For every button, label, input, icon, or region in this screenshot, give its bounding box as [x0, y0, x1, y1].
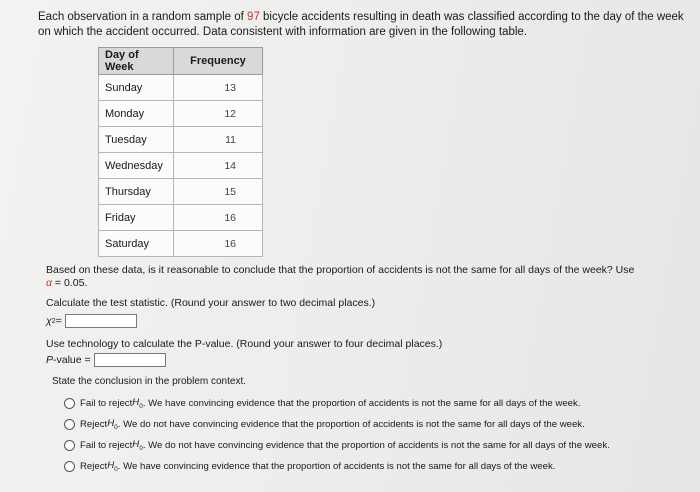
test-statistic-instruction: Calculate the test statistic. (Round your answer to two decimal places.) — [46, 297, 376, 309]
h-letter: H — [107, 418, 115, 430]
day-cell: Tuesday — [99, 127, 174, 153]
day-cell: Thursday — [99, 179, 174, 205]
conclusion-prompt: State the conclusion in the problem context. — [52, 376, 247, 387]
option-text-pre: Fail to reject — [80, 440, 133, 451]
table-row — [99, 127, 263, 153]
radio-button-icon[interactable] — [64, 398, 75, 409]
frequency-cell: 12 — [174, 101, 263, 127]
option-text-pre: Fail to reject — [80, 398, 133, 409]
hypothesis-question — [46, 264, 686, 290]
table-row — [99, 231, 263, 257]
table-row — [99, 205, 263, 231]
p-value-instruction: Use technology to calculate the P-value. (Round your answer to four decimal places.) — [46, 338, 443, 350]
day-cell: Monday — [99, 101, 174, 127]
intro-text-2: bicycle accidents resulting in death was classified according to the day of the week on which the accident occurred. Data consistent with information are given in the following table. — [38, 11, 684, 38]
day-cell: Wednesday — [99, 153, 174, 179]
conclusion-option[interactable] — [64, 393, 610, 414]
p-value-label-p: P — [46, 354, 54, 366]
day-cell: Friday — [99, 205, 174, 231]
radio-button-icon[interactable] — [64, 419, 75, 430]
null-hypothesis-symbol — [107, 460, 118, 473]
sample-size: 97 — [247, 11, 260, 23]
day-cell: Sunday — [99, 75, 174, 101]
header-frequency: Frequency — [174, 48, 263, 75]
table-row — [99, 75, 263, 101]
radio-button-icon[interactable] — [64, 440, 75, 451]
header-day-of-week: Day of Week — [99, 48, 174, 75]
null-hypothesis-symbol — [132, 439, 143, 452]
frequency-cell: 16 — [174, 205, 263, 231]
frequency-cell: 11 — [174, 127, 263, 153]
h-letter: H — [107, 460, 115, 472]
null-hypothesis-symbol — [132, 397, 143, 410]
conclusion-options — [64, 393, 610, 477]
h-letter: H — [132, 397, 140, 409]
option-text-post: . We do not have convincing evidence that the proportion of accidents is not the same for all days of the week. — [142, 440, 610, 451]
chi-exponent: 2 — [51, 317, 56, 325]
test-statistic-input[interactable] — [65, 314, 137, 328]
option-text-post: . We have convincing evidence that the proportion of accidents is not the same for all days of the week. — [117, 461, 556, 472]
frequency-cell: 16 — [174, 231, 263, 257]
chi-symbol: χ — [46, 315, 52, 327]
radio-button-icon[interactable] — [64, 461, 75, 472]
table-header-row — [99, 48, 263, 75]
equals-sign: = — [55, 315, 62, 327]
h-subscript: 0 — [114, 423, 118, 431]
option-text-pre: Reject — [80, 419, 108, 430]
option-text-post: . We do not have convincing evidence that the proportion of accidents is not the same for all days of the week. — [117, 419, 585, 430]
frequency-cell: 14 — [174, 153, 263, 179]
table-row — [99, 101, 263, 127]
frequency-table — [98, 47, 263, 257]
conclusion-option[interactable] — [64, 414, 610, 435]
p-value-row — [46, 353, 166, 367]
question-text: Based on these data, is it reasonable to conclude that the proportion of accidents is not the same for all days of the week? Use — [46, 264, 635, 276]
h-letter: H — [132, 439, 140, 451]
h-subscript: 0 — [139, 444, 143, 452]
table-row — [99, 179, 263, 205]
alpha-value: = 0.05. — [52, 277, 88, 289]
test-statistic-row — [46, 314, 137, 328]
day-cell: Saturday — [99, 231, 174, 257]
frequency-cell: 13 — [174, 75, 263, 101]
conclusion-option[interactable] — [64, 435, 610, 456]
frequency-cell: 15 — [174, 179, 263, 205]
null-hypothesis-symbol — [107, 418, 118, 431]
p-value-label-rest: -value = — [53, 354, 91, 366]
problem-intro — [38, 10, 698, 40]
h-subscript: 0 — [114, 465, 118, 473]
option-text-pre: Reject — [80, 461, 108, 472]
p-value-input[interactable] — [94, 353, 166, 367]
conclusion-option[interactable] — [64, 456, 610, 477]
table-row — [99, 153, 263, 179]
option-text-post: . We have convincing evidence that the proportion of accidents is not the same for all days of the week. — [142, 398, 581, 409]
alpha-symbol: α — [46, 277, 52, 289]
h-subscript: 0 — [139, 402, 143, 410]
intro-text-1: Each observation in a random sample of — [38, 11, 248, 23]
